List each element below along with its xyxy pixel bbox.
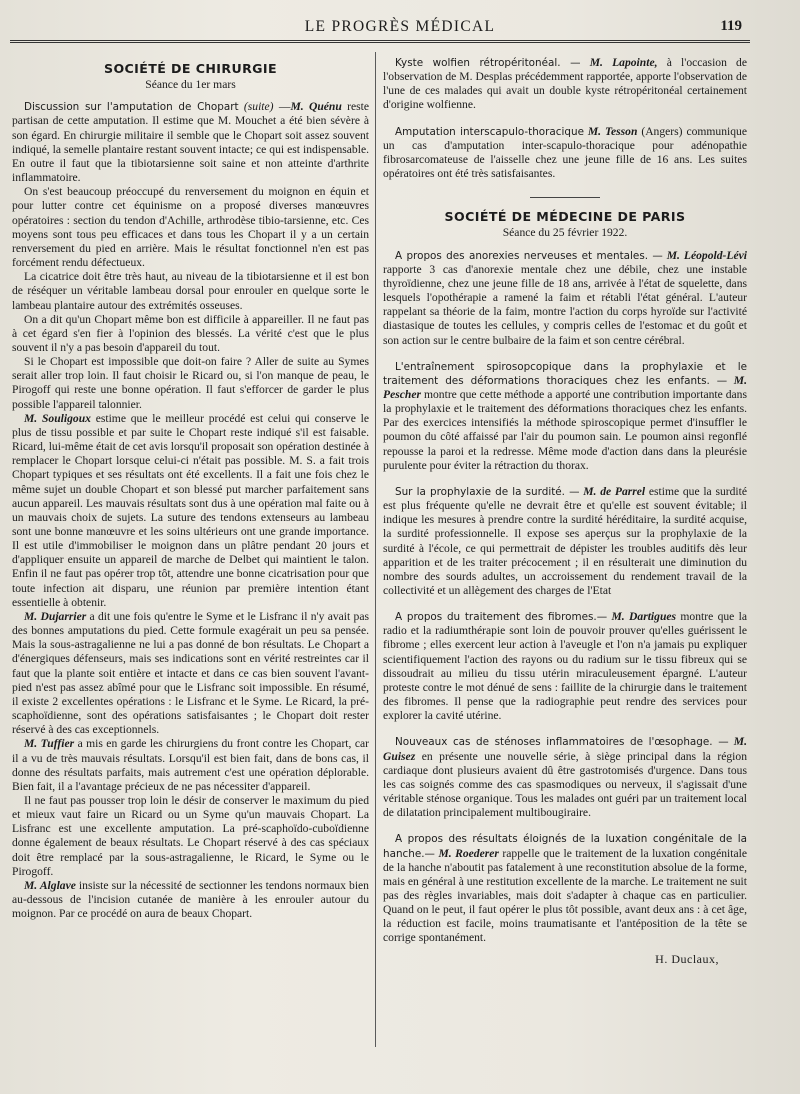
- paragraph: [383, 485, 747, 598]
- paragraph-text: montre que cette méthode a apporté une contribution importante dans la prophylaxie et le traitement des déformations thoraciques chez les enfants. Par des exercices intensifiés la méthode spiroscopique permet d'insuffler le poumon du côté affaissé par l'air du poumon sain. Le poumon ainsi regonflé repousse la paroi et la redresse. Même mode d'action dans dans la pleurésie purulente pour éviter la rétraction du thorax.: [383, 387, 747, 472]
- paragraph-lead: A propos des résultats éloignés de la luxation congénitale de la hanche.—: [383, 833, 747, 860]
- paragraph-text: estime que la surdité est plus fréquente qu'elle ne devrait être et qu'elle est souvent évitable; il indique les mesures à prendre contre la surdité héréditaire, la surdité acquise, la surdité professionnelle. Il expose ses aperçus sur la prophylaxie de la surdité à l'école, ce qui permettrait de dépister les troubles auditifs dès leur apparition et de les traiter précocement ; il en résulterait une diminution du nombre des sourds adultes, un accroissement du rendement travail de la collectivité et un allègement des charges de l'Etat: [383, 484, 747, 597]
- paragraph-text: a mis en garde les chirurgiens du front contre les Chopart, car il a vu de très mauvais résultats. Lorsqu'il est bien fait, dans de bons cas, il donne des résultats parfaits, mais autrement c'est une opération déplorable. Bien fait, il a l'avantage précieux de ne pas nécessiter d'appareil.: [12, 737, 369, 793]
- paragraph: [383, 735, 747, 820]
- author-name: M. Roederer: [438, 846, 499, 860]
- author-name: M. Alglave: [24, 878, 76, 892]
- paragraph: [12, 879, 369, 921]
- paragraph-text: à l'occasion de l'observation de M. Desplas précédemment rapportée, apporte l'observation de l'une de ces malades qui avait un double kyste rétropéritonéal certainement d'origine wolfienne.: [383, 56, 747, 112]
- paragraph-lead: A propos des anorexies nerveuses et mentales. —: [395, 249, 663, 262]
- paragraph-lead: L'entraînement spirosopcopique dans la prophylaxie et le traitement des déformations thoraciques chez les enfants. —: [383, 360, 747, 387]
- paragraph: On s'est beaucoup préoccupé du renversement du moignon en équin et pour lutter contre cet équinisme on a proposé diverses manœuvres opératoires : section du tendon d'Achille, arthrodèse tibio-tarsienne, etc. Ces moyens sont tous peu efficaces et dans tous les Chopart il y a un certain renversement du pied en arrière. Mais le résultat fonctionnel n'en est pas forcément rendu défectueux.: [12, 185, 369, 270]
- paragraph: Discussion sur l'amputation de Chopart (suite) —M. Quénu reste partisan de cette amputation. Il estime que M. Mouchet a été bien sévère à son égard. En chirurgie militaire il semble que le Chopart soit assez souvent indiqué, la semelle plantaire restant souvent intacte; ce qui est indispensable. En outre il faut que la tibiotarsienne soit saine et non atteinte d'arthrite inflammatoire.: [12, 100, 369, 185]
- paragraph-lead: Kyste wolfien rétropéritonéal. —: [395, 57, 581, 69]
- paragraph: [383, 610, 747, 723]
- section-title-chirurgie: SOCIÉTÉ DE CHIRURGIE: [103, 61, 278, 76]
- paragraph-text: a dit une fois qu'entre le Syme et le Lisfranc il n'y avait pas des bonnes amputations du pied. Cette formule exagérait un peu sa pensée. Mais la sous-astragalienne ne lui a pas donné de bon résultats. Le Chopart a d'énergiques défenseurs, mais ses indications sont en vérité restreintes car il faut que la plante soit entière et intacte et dans ce cas bien souvent l'avant-pied n'est pas assez abîmé pour que le Lisfranc soit impossible. En résumé, il existe 2 excellentes opérations : le Lisfranc et le Syme. Le Ricard, la pré-scaphoïdienne, sont des opérations satisfaisantes ; le Chopart doit rester réservé à des cas exceptionnels.: [12, 609, 369, 737]
- left-column: [12, 50, 369, 1090]
- right-column: [383, 50, 747, 1050]
- paragraph-text: reste partisan de cette amputation. Il estime que M. Mouchet a été bien sévère à son égard. En chirurgie militaire il semble que le Chopart soit assez souvent indiqué, la semelle plantaire restant souvent intacte; ce qui est indispensable. En outre il faut que la tibiotarsienne soit saine et non atteinte d'arthrite inflammatoire.: [12, 100, 369, 185]
- author-name: M. Lapointe,: [589, 56, 658, 69]
- paragraph: [383, 125, 747, 182]
- paragraph: [383, 56, 747, 113]
- paragraph: [383, 832, 747, 945]
- paragraph: [12, 412, 369, 610]
- paragraph: [12, 610, 369, 737]
- author-name: M. Dujarrier: [24, 609, 87, 623]
- column-divider: [375, 52, 376, 1047]
- header-rule: [10, 40, 750, 43]
- author-name: M. Dartigues: [611, 610, 677, 624]
- section-subtitle-chirurgie: Séance du 1er mars: [145, 78, 236, 92]
- author-name: M. Tuffier: [24, 737, 75, 751]
- paragraph: On a dit qu'un Chopart même bon est difficile à appareiller. Il ne faut pas à cet égard s'en fier à l'opinion des blessés. La vérité c'est que le plus souvent il n'y a pas besoin d'appareil du tout.: [12, 312, 369, 354]
- paragraph-text: en présente une nouvelle série, à siège principal dans la région cardiaque dont plusieurs avaient dû être gastrotomisés d'urgence. Dans tous les cas soignés comme des cas spasmodiques ou nerveux, il s'agissait d'une véritable sténose organique. Tous les malades ont guéri par un traitement local de dilatation principalement multibougiraire.: [383, 749, 747, 820]
- paragraph-lead: Sur la prophylaxie de la surdité. —: [395, 485, 580, 498]
- author-name: M. Quénu: [290, 100, 342, 114]
- section-title-medecine: SOCIÉTÉ DE MÉDECINE DE PARIS: [444, 209, 686, 225]
- section-divider: [530, 197, 600, 198]
- paragraph-text: rapporte 3 cas d'anorexie mentale chez une débile, chez une instable thyroïdienne, chez une jeune fille de 18 ans, arrivée à l'état de squelette, dans lesquels l'opothérapie a ramené la faim et rétabli l'état général. L'auteur rappelant sa théorie de la faim, montre l'action du corps hyroïde sur l'activité diastasique de toutes les cellules, y compris celles de l'estomac et du goût et son action sur le centre bulbaire de la faim et son centre cérébral.: [383, 262, 747, 347]
- paragraph: [12, 737, 369, 794]
- author-name: M. Guisez: [383, 735, 747, 763]
- paragraph-text: montre que la radio et la radiumthérapie sont loin de pouvoir prouver qu'elles guérissent le fibrome ; elles exercent leur action à l'aveugle et l'on n'a jamais pu expliquer scientifiquement l'action des rayons ou du radium sur le tissu fibreux qui se dissoudrait au milieu du tissu utérin miraculeusement épargné. L'auteur proteste contre le mot dénué de sens : faillite de la chirurgie dans le traitement des fibromes. Il pense que la radiographie peut rendre des services pour explorer la cavité utérine.: [383, 610, 747, 723]
- paragraph: Il ne faut pas pousser trop loin le désir de conserver le maximum du pied et mieux vaut faire un Ricard ou un Syme qu'un mauvais Chopart. La Lisfranc est une excellente amputation. La pré-scaphoïdo-cuboïdienne donne également de beaux résultats. Le Chopart réservé à des cas spéciaux doit être remplacé par la sous-astragalienne, le Ricard, le Syme ou le Pirogoff.: [12, 793, 369, 878]
- paragraph-lead: Nouveaux cas de sténoses inflammatoires de l'œsophage. —: [395, 736, 729, 749]
- author-name: M. de Parrel: [583, 484, 646, 498]
- paragraph-text: estime que le meilleur procédé est celui qui conserve le plus de tissu possible et par suite le Chopart reste indiqué s'il est faisable. Ricard, lui-même était de cet avis lorsqu'il proposait son opération destinée à remplacer le Chopart lorsque celui-ci n'était pas possible. M. S. a fait trois Chopart typiques et ses résultats ont été excellents. Il a fait une fois chez le même sujet un double Chopart et son blessé put marcher parfaitement sans aucun appareil. Les mauvais résultats sont dus à une opération mal faite ou à un mauvais choix de sujets. La suture des tendons extenseurs au lambeau sont une bonne manœuvre et les soins ultérieurs ont une grande importance. Il est utile d'immobiliser le moignon dans un plâtre pendant 20 jours et d'appliquer ensuite un appareil de marche de Delbet qui maintient le talon. Enfin il ne faut pas opérer trop tôt, attendre une bonne cicatrisation pour que toute infection ait disparu, une réunion par première intention étant essentielle à obtenir.: [12, 411, 369, 609]
- paragraph-text: (Angers) communique un cas d'amputation inter-scapulo-thoracique pour adénopathie fibrosarcomateuse de l'aisselle chez une jeune fille de 16 ans. Les suites opératoires ont été très satisfaisantes.: [383, 124, 747, 181]
- journal-title: LE PROGRÈS MÉDICAL: [304, 18, 496, 35]
- paragraph-lead: Discussion sur l'amputation de Chopart: [24, 101, 239, 114]
- paragraph-text: insiste sur la nécessité de sectionner les tendons normaux bien au-dessous de l'incision cutanée de manière à les enrouler autour du moignon. Par ce procédé on aura de beaux Chopart.: [12, 878, 369, 921]
- page-number: 119: [720, 18, 742, 34]
- paragraph: Si le Chopart est impossible que doit-on faire ? Aller de suite au Symes serait aller trop loin. Il faut choisir le Ricard ou, si l'on manque de peau, le Pirogoff qui reste une bonne opération. Il faut s'efforcer de garder le plus possible l'appareil talonnier.: [12, 355, 369, 411]
- section-subtitle-medecine: Séance du 25 février 1922.: [502, 226, 628, 240]
- paragraph: La cicatrice doit être très haut, au niveau de la tibiotarsienne et il est bon de réséquer un véritable lambeau dorsal pour enrouler en quelque sorte le lambeau plantaire autour des extrémités osseuses.: [12, 270, 369, 312]
- author-name: M. Léopold-Lévi: [666, 248, 747, 262]
- author-name: M. Souligoux: [24, 411, 91, 425]
- author-signature: H. Duclaux,: [655, 951, 719, 966]
- paragraph-lead: Amputation interscapulo-thoracique: [395, 125, 584, 138]
- author-name: M. Tesson: [587, 124, 638, 138]
- page-header: [0, 16, 800, 42]
- paragraph-note: (suite): [243, 100, 274, 114]
- author-name: M. Pescher: [383, 373, 747, 401]
- paragraph-text: rappelle que le traitement de la luxation congénitale de la hanche n'aboutit pas fatalement à une reconstitution absolue de la forme, mais en général à une restitution excellente de la marche. Le traitement ne suit pas des règles invariables, mais doit s'adapter à chaque cas en particulier. Quand on le peut, il faut opérer le plus tôt possible, avant deux ans : à cet âge, la réduction est facile, moins traumatisante et l'antéposition de la tête se corrige spontanément.: [383, 846, 747, 945]
- paragraph-lead: A propos du traitement des fibromes.—: [395, 611, 608, 624]
- paragraph: [383, 360, 747, 473]
- paragraph: [383, 249, 747, 348]
